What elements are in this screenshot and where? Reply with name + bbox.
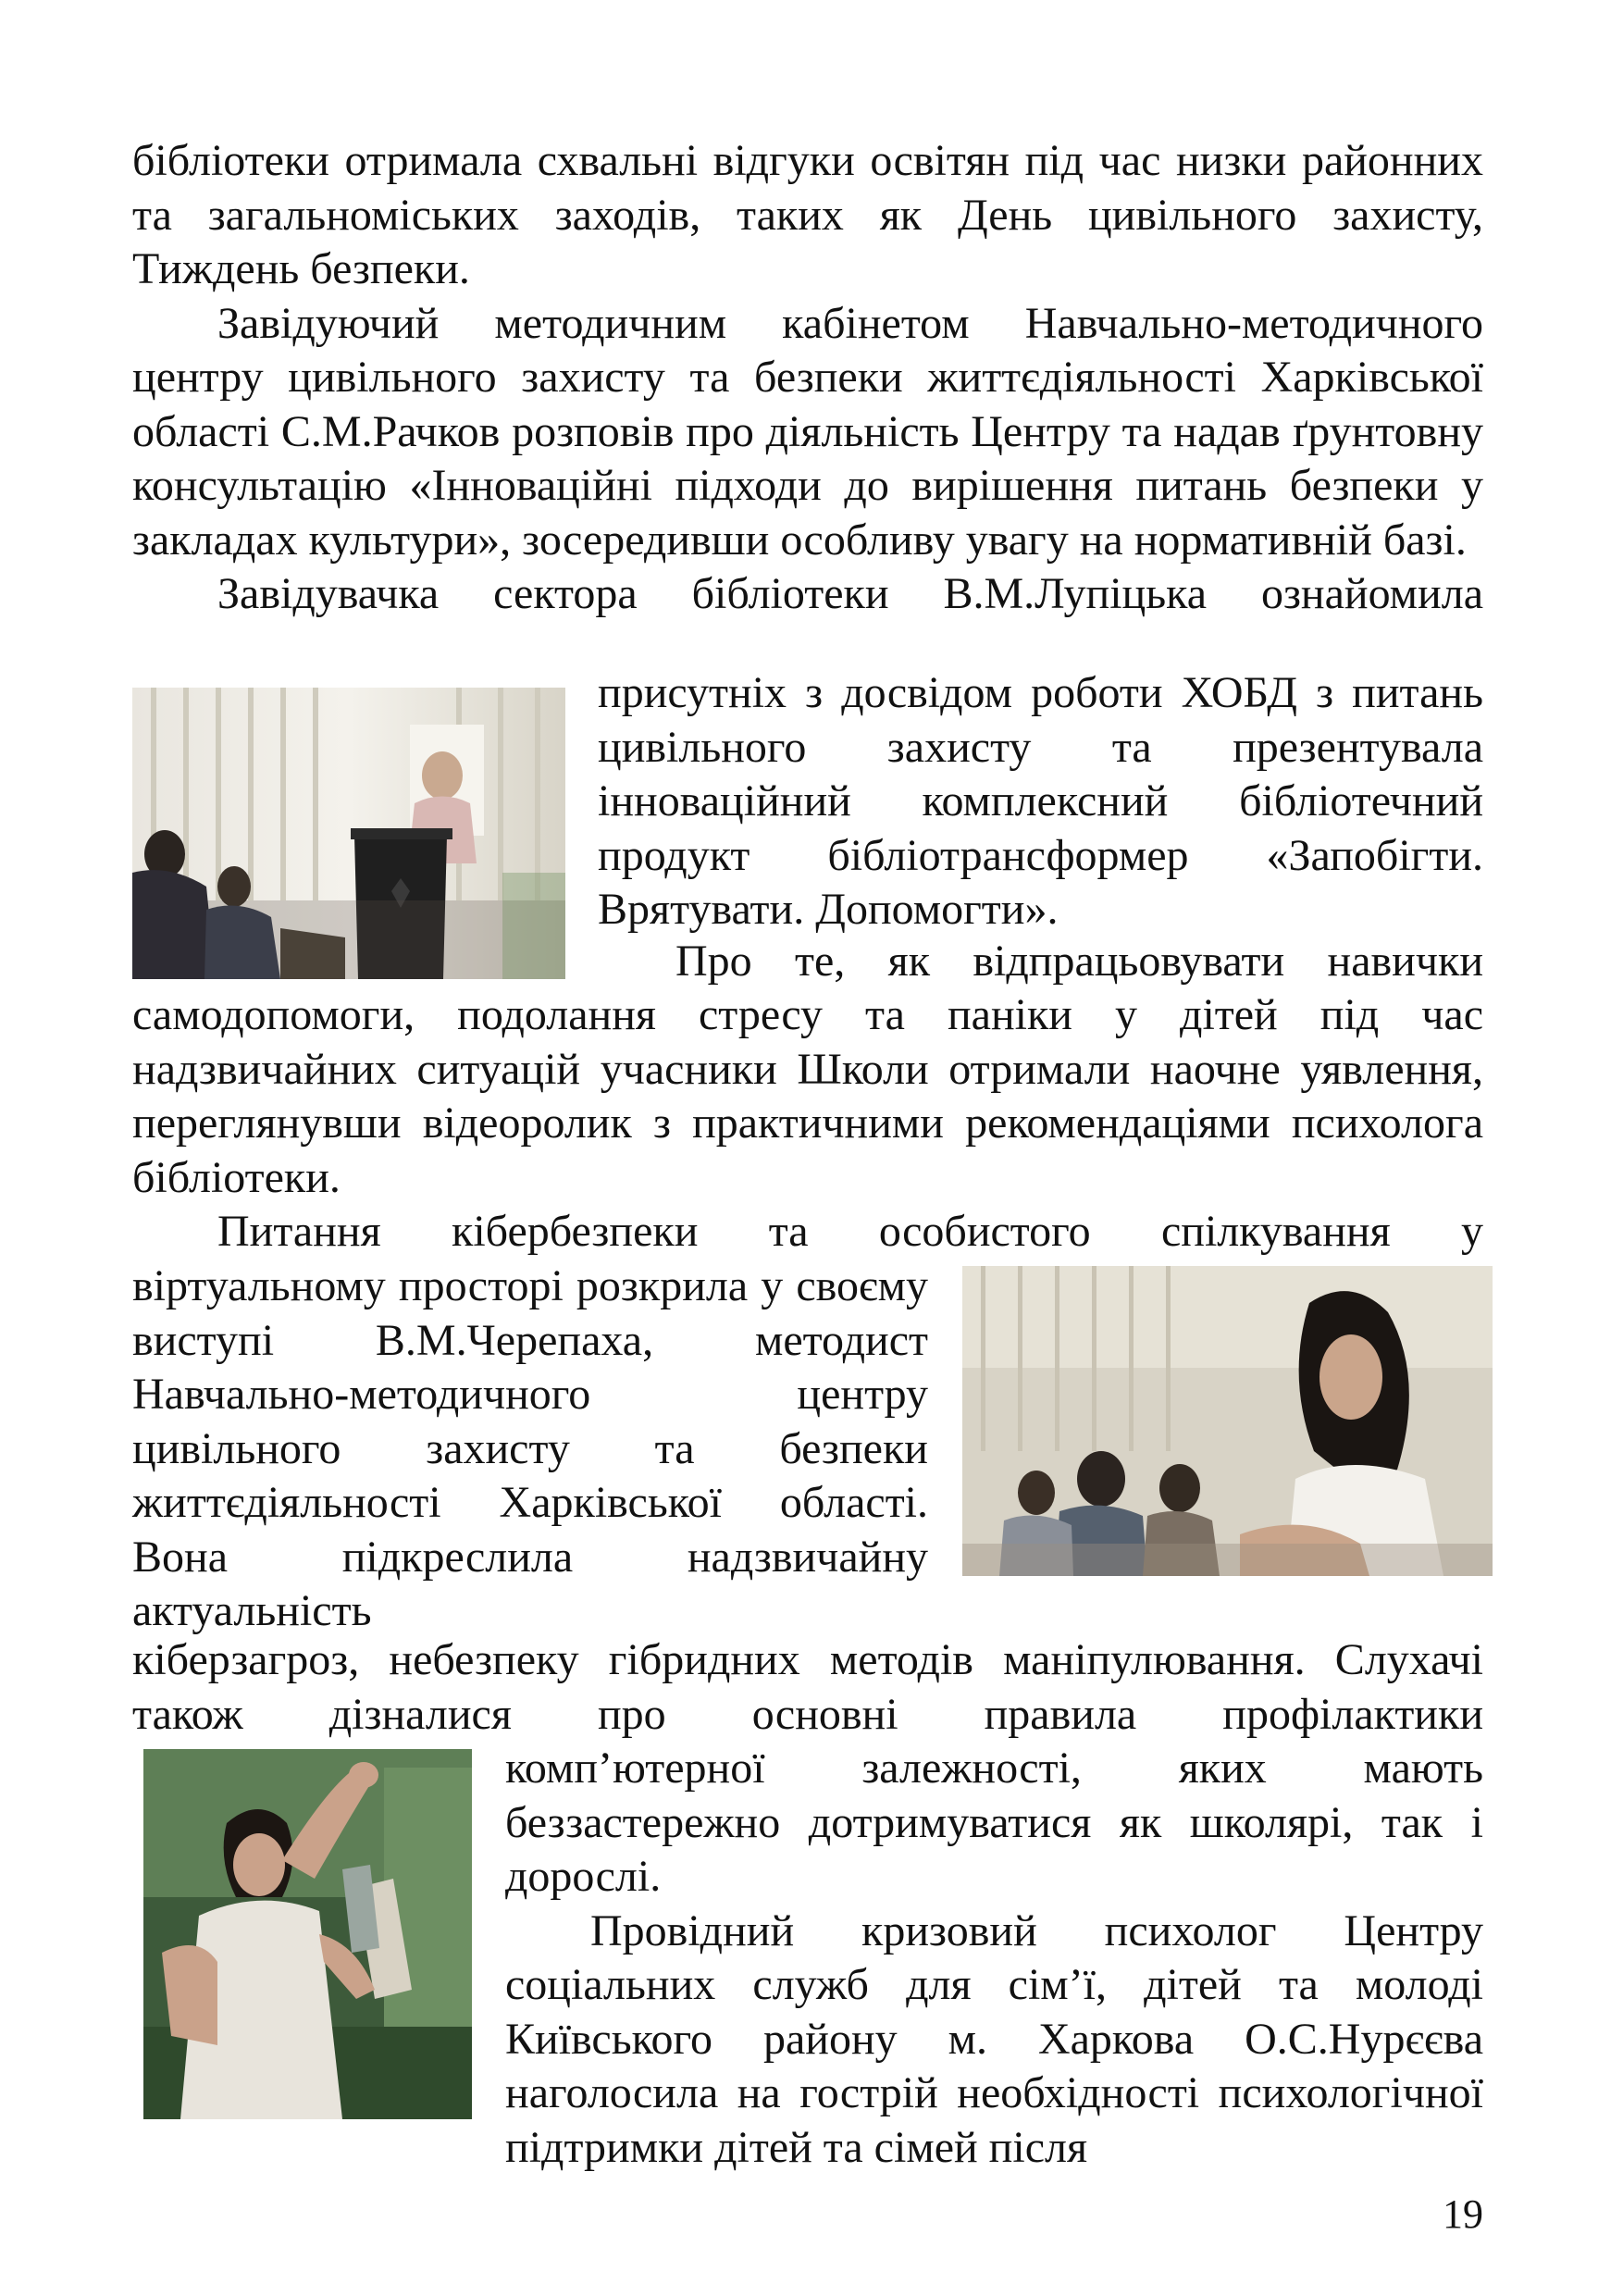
photo-woman-raising-hand [143,1749,472,2119]
page-number: 19 [1443,2191,1483,2237]
text-block-wrap-1 [598,666,1483,937]
text-block-middle [132,988,1483,1260]
photo-speaker-podium [132,688,565,979]
paragraph-3-first-line: Завідувачка сектора бібліотеки В.М.Лупіцька ознайомила [217,569,1483,618]
paragraph-5-wrap: віртуальному просторі розкрила у своєму виступі В.М.Черепаха, методист Навчально-методичного центру цивільного захисту та безпеки життєдіяльності Харківської області. Вона підкреслила надзвичайну актуальність [132,1261,928,1635]
paragraph-4-first-line: Про те, як відпрацьовувати навички [675,937,1483,986]
text-block-wrap-2 [132,1260,928,1639]
paragraph-2: Завідуючий методичним кабінетом Навчально-методичного центру цивільного захисту та безпеки життєдіяльності Харківської області С.М.Рачков розповів про діяльність Центру та надав ґрунтовну консультацію «Інноваційні підходи до вирішення питань безпеки у закладах культури», зосередивши особливу увагу на нормативній базі. [132,298,1483,565]
text-block-lower [132,1633,1483,1742]
paragraph-5-first-line: Питання кібербезпеки та особистого спілкування у [217,1207,1483,1256]
photo-woman-speaking [962,1266,1493,1576]
paragraph-5-rest: кіберзагроз, небезпеку гібридних методів маніпулювання. Слухачі також дізналися про основні правила профілактики [132,1635,1483,1739]
paragraph-3-wrap: присутніх з досвідом роботи ХОБД з питань цивільного захисту та презентувала інноваційний комплексний бібліотечний продукт бібліотрансформер «Запобігти. Врятувати. Допомогти». [598,668,1483,934]
text-block-wrap-3 [505,1742,1483,2175]
paragraph-4-rest: самодопомоги, подолання стресу та паніки у дітей під час надзвичайних ситуацій учасники Школи отримали наочне уявлення, переглянувши відеоролик з практичними рекомендаціями психолога бібліотеки. [132,990,1483,1202]
photo-podium-image [132,688,565,979]
text-block-p4-first [675,935,1483,989]
text-block-top [132,134,1483,622]
paragraph-1: бібліотеки отримала схвальні відгуки освітян під час низки районних та загальноміських заходів, таких як День цивільного захисту, Тиждень безпеки. [132,136,1483,293]
paragraph-6: Провідний кризовий психолог Центру соціальних служб для сім’ї, дітей та молоді Київського району м. Харкова О.С.Нурєєва наголосила на гострій необхідності психологічної підтримки дітей та сімей після [505,1905,1483,2172]
photo-raising-hand-image [143,1749,472,2119]
paragraph-5-wrap-2: комп’ютерної залежності, яких мають беззастережно дотримуватися як школярі, так і дорослі. [505,1744,1483,1901]
photo-speaking-image [962,1266,1493,1576]
